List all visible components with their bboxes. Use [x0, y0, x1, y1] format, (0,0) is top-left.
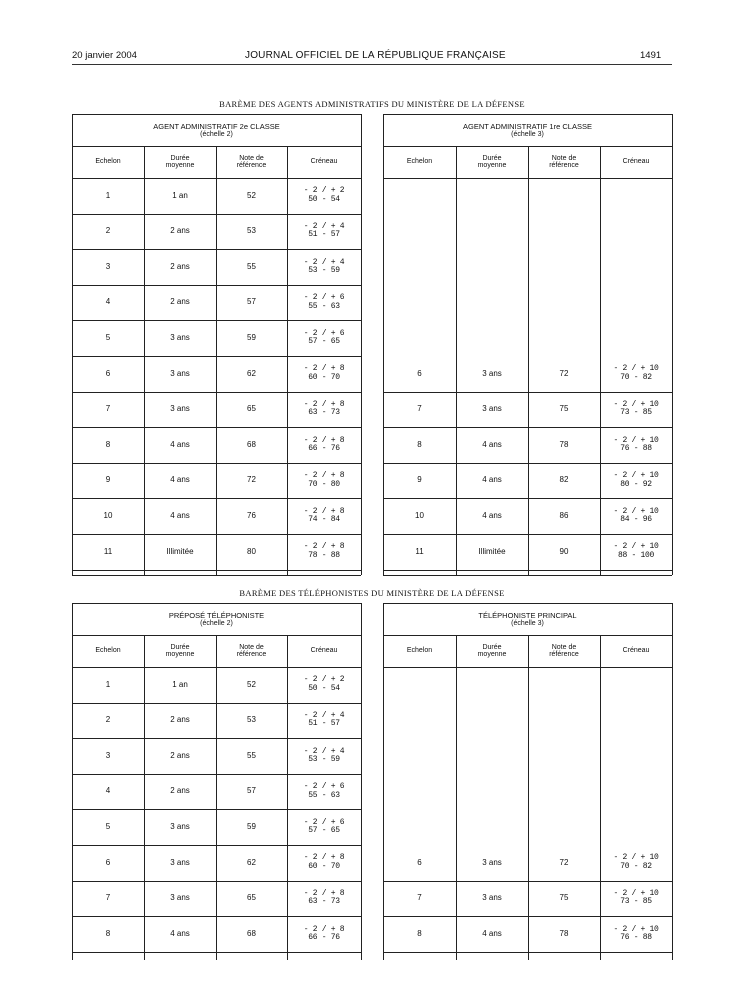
table-agents-administratifs — [72, 114, 672, 575]
column-header-note — [216, 146, 287, 178]
creneau-amplitude: - 2 / + 10 — [613, 364, 659, 374]
creneau-amplitude: - 2 / + 6 — [303, 782, 345, 792]
cell-echelon: 8 — [417, 928, 422, 938]
cell-duree: Illimitée — [166, 546, 194, 556]
creneau-range: 74 - 84 — [308, 515, 340, 525]
creneau-amplitude: - 2 / + 8 — [303, 542, 345, 552]
creneau-amplitude: - 2 / + 2 — [303, 675, 345, 685]
section-title-agents: BARÈME DES AGENTS ADMINISTRATIFS DU MINISTÈRE DE LA DÉFENSE — [219, 99, 525, 109]
cell-note: 53 — [247, 715, 256, 725]
column-header-creneau — [287, 635, 361, 667]
cell-note: 80 — [247, 546, 256, 556]
cell-echelon: 6 — [105, 368, 111, 378]
cell-echelon: 2 — [105, 226, 111, 236]
column-header-text: référence — [236, 651, 267, 658]
cell-duree: Illimitée — [478, 546, 506, 556]
column-header-text: moyenne — [477, 651, 507, 658]
column-header-echelon — [72, 146, 144, 178]
creneau-amplitude: - 2 / + 8 — [303, 924, 345, 934]
cell-echelon: 5 — [105, 821, 111, 831]
creneau-range: 53 - 59 — [308, 754, 340, 764]
cell-note: 75 — [559, 893, 569, 903]
table-gap-left-border — [361, 603, 362, 960]
creneau-amplitude: - 2 / + 4 — [303, 746, 345, 756]
creneau-range: 55 - 63 — [308, 790, 340, 800]
creneau-range: 80 - 92 — [620, 479, 652, 489]
creneau-range: 70 - 82 — [620, 861, 652, 871]
table-top-rule — [72, 603, 361, 604]
cell-duree: 3 ans — [170, 332, 190, 342]
cell-duree: 4 ans — [482, 510, 502, 520]
cell-creneau — [287, 774, 361, 810]
column-header-duree — [144, 146, 216, 178]
cell-creneau — [600, 534, 672, 570]
group-title: AGENT ADMINISTRATIF 1re CLASSE — [463, 122, 592, 132]
cell-creneau — [600, 498, 672, 534]
cell-creneau — [287, 845, 361, 881]
cell-echelon: 6 — [105, 857, 111, 867]
cell-echelon: 9 — [105, 475, 111, 485]
column-header-duree — [144, 635, 216, 667]
cell-duree: 3 ans — [482, 893, 502, 903]
cell-echelon: 7 — [105, 404, 111, 414]
table-top-rule — [72, 114, 361, 115]
creneau-range: 51 - 57 — [308, 230, 340, 240]
cell-note: 86 — [559, 510, 569, 520]
column-header-text: moyenne — [165, 162, 195, 169]
cell-creneau — [287, 214, 361, 250]
cell-duree: 3 ans — [482, 857, 502, 867]
cell-duree: 3 ans — [482, 404, 502, 414]
column-header-duree — [456, 146, 528, 178]
cell-duree: 2 ans — [170, 226, 190, 236]
cell-note: 68 — [247, 439, 256, 449]
cell-note: 76 — [247, 510, 256, 520]
cell-echelon: 9 — [417, 475, 422, 485]
cell-duree: 4 ans — [482, 928, 502, 938]
cell-echelon: 10 — [103, 510, 113, 520]
cell-creneau — [287, 392, 361, 428]
cell-creneau — [287, 178, 361, 214]
cell-note: 90 — [559, 546, 569, 556]
column-header-text: Note de — [239, 643, 264, 651]
creneau-amplitude: - 2 / + 6 — [303, 328, 345, 338]
creneau-amplitude: - 2 / + 8 — [303, 364, 345, 374]
cell-duree: 2 ans — [170, 261, 190, 271]
creneau-amplitude: - 2 / + 10 — [613, 471, 659, 481]
cell-echelon: 3 — [105, 261, 111, 271]
cell-duree: 1 an — [172, 679, 188, 689]
column-header-text: moyenne — [477, 162, 507, 169]
column-header-text: référence — [549, 162, 579, 169]
cell-note: 53 — [247, 226, 256, 236]
cell-duree: 2 ans — [170, 786, 190, 796]
creneau-range: 73 - 85 — [620, 897, 652, 907]
column-header-text: Note de — [239, 154, 264, 162]
column-header-text: Créneau — [622, 647, 650, 655]
creneau-range: 70 - 82 — [620, 372, 652, 382]
column-header-text: Durée — [482, 154, 502, 162]
cell-duree: 3 ans — [170, 404, 190, 414]
column-header-text: Echelon — [406, 647, 433, 655]
creneau-range: 70 - 80 — [308, 479, 340, 489]
creneau-range: 57 - 65 — [308, 337, 340, 347]
cell-note: 59 — [247, 332, 256, 342]
cell-creneau — [600, 463, 672, 499]
left-group-header — [72, 118, 361, 144]
cell-creneau — [287, 320, 361, 356]
creneau-amplitude: - 2 / + 8 — [303, 853, 345, 863]
header-rule — [72, 64, 672, 65]
cell-note: 72 — [559, 857, 569, 867]
column-header-note — [528, 635, 600, 667]
cell-note: 65 — [247, 404, 256, 414]
creneau-range: 76 - 88 — [620, 932, 652, 942]
group-title: TÉLÉPHONISTE PRINCIPAL — [478, 611, 577, 621]
creneau-amplitude: - 2 / + 10 — [613, 542, 659, 552]
cell-creneau — [287, 809, 361, 845]
cell-creneau — [600, 845, 672, 881]
table-row-rule — [383, 952, 672, 953]
cell-note: 75 — [559, 404, 569, 414]
creneau-range: 50 - 54 — [308, 194, 340, 204]
cell-note: 65 — [247, 893, 256, 903]
column-header-echelon — [383, 635, 456, 667]
cell-echelon: 11 — [415, 546, 424, 556]
creneau-range: 57 - 65 — [308, 826, 340, 836]
cell-note: 68 — [247, 928, 256, 938]
cell-creneau — [287, 285, 361, 321]
cell-creneau — [287, 916, 361, 952]
creneau-range: 60 - 70 — [308, 861, 340, 871]
section-title-telephonistes: BARÈME DES TÉLÉPHONISTES DU MINISTÈRE DE LA DÉFENSE — [239, 588, 505, 598]
creneau-amplitude: - 2 / + 4 — [303, 711, 345, 720]
creneau-amplitude: - 2 / + 10 — [613, 853, 659, 863]
column-header-text: référence — [549, 651, 579, 658]
column-header-duree — [456, 635, 528, 667]
column-header-text: référence — [236, 162, 267, 169]
cell-echelon: 4 — [105, 297, 111, 307]
cell-duree: 3 ans — [170, 857, 190, 867]
table-right-border — [672, 114, 673, 575]
cell-echelon: 6 — [417, 368, 422, 378]
cell-duree: 3 ans — [482, 368, 502, 378]
creneau-range: 53 - 59 — [308, 265, 340, 275]
journal-title: JOURNAL OFFICIEL DE LA RÉPUBLIQUE FRANÇAISE — [245, 50, 506, 61]
table-row-rule — [72, 952, 361, 953]
cell-note: 57 — [247, 297, 256, 307]
cell-echelon: 11 — [103, 546, 113, 556]
creneau-range: 51 - 57 — [308, 719, 340, 729]
creneau-amplitude: - 2 / + 6 — [303, 293, 345, 303]
creneau-amplitude: - 2 / + 8 — [303, 506, 345, 516]
creneau-amplitude: - 2 / + 8 — [303, 889, 345, 898]
cell-note: 59 — [247, 821, 256, 831]
cell-duree: 2 ans — [170, 297, 190, 307]
cell-echelon: 5 — [105, 332, 111, 342]
cell-duree: 4 ans — [482, 439, 502, 449]
creneau-amplitude: - 2 / + 10 — [613, 889, 659, 898]
creneau-amplitude: - 2 / + 8 — [303, 471, 345, 481]
cell-duree: 4 ans — [170, 928, 190, 938]
cell-echelon: 7 — [417, 404, 422, 414]
cell-echelon: 4 — [105, 786, 111, 796]
cell-duree: 3 ans — [170, 821, 190, 831]
column-header-note — [528, 146, 600, 178]
cell-creneau — [600, 392, 672, 428]
column-header-text: Créneau — [622, 158, 650, 166]
group-scale: (échelle 3) — [511, 131, 544, 139]
cell-creneau — [287, 427, 361, 463]
cell-duree: 4 ans — [170, 510, 190, 520]
group-scale: (échelle 2) — [200, 620, 233, 628]
column-header-text: Echelon — [406, 158, 433, 166]
cell-duree: 2 ans — [170, 750, 190, 760]
cell-duree: 1 an — [172, 190, 188, 200]
cell-duree: 4 ans — [170, 475, 190, 485]
creneau-range: 78 - 88 — [308, 550, 340, 560]
column-header-text: Créneau — [310, 158, 338, 166]
cell-creneau — [287, 249, 361, 285]
cell-echelon: 8 — [105, 928, 111, 938]
cell-echelon: 3 — [105, 750, 111, 760]
table-gap-left-border — [361, 114, 362, 575]
cell-note: 82 — [559, 475, 569, 485]
group-title: AGENT ADMINISTRATIF 2e CLASSE — [153, 122, 280, 132]
cell-creneau — [287, 498, 361, 534]
cell-echelon: 8 — [105, 439, 111, 449]
table-top-rule — [383, 603, 672, 604]
creneau-range: 50 - 54 — [308, 683, 340, 693]
cell-creneau — [600, 881, 672, 917]
cell-creneau — [287, 534, 361, 570]
right-group-header — [383, 118, 672, 144]
table-bottom-rule — [72, 575, 361, 576]
cell-duree: 4 ans — [482, 475, 502, 485]
cell-note: 57 — [247, 786, 256, 796]
cell-echelon: 1 — [105, 679, 111, 689]
table-row-rule — [383, 570, 672, 571]
group-scale: (échelle 3) — [511, 620, 544, 628]
column-header-text: Note de — [551, 643, 577, 651]
creneau-range: 88 - 100 — [617, 550, 654, 560]
column-header-text: Echelon — [95, 158, 121, 166]
creneau-amplitude: - 2 / + 4 — [303, 222, 345, 231]
creneau-range: 84 - 96 — [620, 515, 652, 525]
table-bottom-rule — [383, 575, 672, 576]
cell-echelon: 7 — [105, 893, 111, 903]
header-date: 20 janvier 2004 — [72, 50, 137, 61]
column-header-text: Durée — [170, 643, 190, 651]
creneau-amplitude: - 2 / + 10 — [613, 400, 659, 409]
creneau-amplitude: - 2 / + 4 — [303, 257, 345, 267]
creneau-range: 63 - 73 — [308, 408, 340, 418]
cell-note: 55 — [247, 750, 256, 760]
cell-duree: 2 ans — [170, 715, 190, 725]
creneau-amplitude: - 2 / + 2 — [303, 186, 345, 196]
creneau-range: 63 - 73 — [308, 897, 340, 907]
cell-echelon: 8 — [417, 439, 422, 449]
creneau-range: 55 - 63 — [308, 301, 340, 311]
creneau-range: 66 - 76 — [308, 443, 340, 453]
table-right-border — [672, 603, 673, 960]
cell-echelon: 7 — [417, 893, 422, 903]
cell-creneau — [287, 881, 361, 917]
creneau-range: 60 - 70 — [308, 372, 340, 382]
creneau-amplitude: - 2 / + 8 — [303, 400, 345, 409]
cell-note: 62 — [247, 368, 256, 378]
cell-echelon: 6 — [417, 857, 422, 867]
cell-note: 72 — [247, 475, 256, 485]
cell-note: 62 — [247, 857, 256, 867]
cell-echelon: 1 — [105, 190, 111, 200]
column-header-text: Durée — [482, 643, 502, 651]
creneau-amplitude: - 2 / + 6 — [303, 817, 345, 827]
column-header-text: Créneau — [310, 647, 338, 655]
creneau-range: 73 - 85 — [620, 408, 652, 418]
column-header-text: moyenne — [165, 651, 195, 658]
left-group-header — [72, 607, 361, 633]
cell-creneau — [287, 703, 361, 739]
cell-duree: 3 ans — [170, 893, 190, 903]
creneau-amplitude: - 2 / + 10 — [613, 435, 659, 445]
cell-creneau — [287, 463, 361, 499]
group-scale: (échelle 2) — [200, 131, 233, 139]
column-header-text: Durée — [170, 154, 190, 162]
column-header-text: Note de — [551, 154, 577, 162]
creneau-amplitude: - 2 / + 10 — [613, 506, 659, 516]
column-header-echelon — [383, 146, 456, 178]
creneau-amplitude: - 2 / + 10 — [613, 924, 659, 934]
cell-note: 52 — [247, 190, 256, 200]
column-header-creneau — [600, 146, 672, 178]
column-header-note — [216, 635, 287, 667]
cell-echelon: 10 — [415, 510, 424, 520]
cell-note: 55 — [247, 261, 256, 271]
cell-echelon: 2 — [105, 715, 111, 725]
table-top-rule — [383, 114, 672, 115]
cell-note: 78 — [559, 928, 569, 938]
table-telephonistes — [72, 603, 672, 960]
cell-note: 52 — [247, 679, 256, 689]
cell-creneau — [287, 738, 361, 774]
column-header-creneau — [600, 635, 672, 667]
creneau-amplitude: - 2 / + 8 — [303, 435, 345, 445]
page-number: 1491 — [640, 50, 662, 61]
cell-creneau — [600, 356, 672, 392]
cell-duree: 4 ans — [170, 439, 190, 449]
cell-creneau — [600, 427, 672, 463]
right-group-header — [383, 607, 672, 633]
cell-creneau — [600, 916, 672, 952]
table-row-rule — [72, 570, 361, 571]
cell-creneau — [287, 667, 361, 703]
cell-duree: 3 ans — [170, 368, 190, 378]
column-header-creneau — [287, 146, 361, 178]
column-header-echelon — [72, 635, 144, 667]
creneau-range: 76 - 88 — [620, 443, 652, 453]
cell-note: 72 — [559, 368, 569, 378]
creneau-range: 66 - 76 — [308, 932, 340, 942]
group-title: PRÉPOSÉ TÉLÉPHONISTE — [168, 611, 265, 621]
cell-note: 78 — [559, 439, 569, 449]
cell-creneau — [287, 356, 361, 392]
column-header-text: Echelon — [95, 647, 121, 655]
